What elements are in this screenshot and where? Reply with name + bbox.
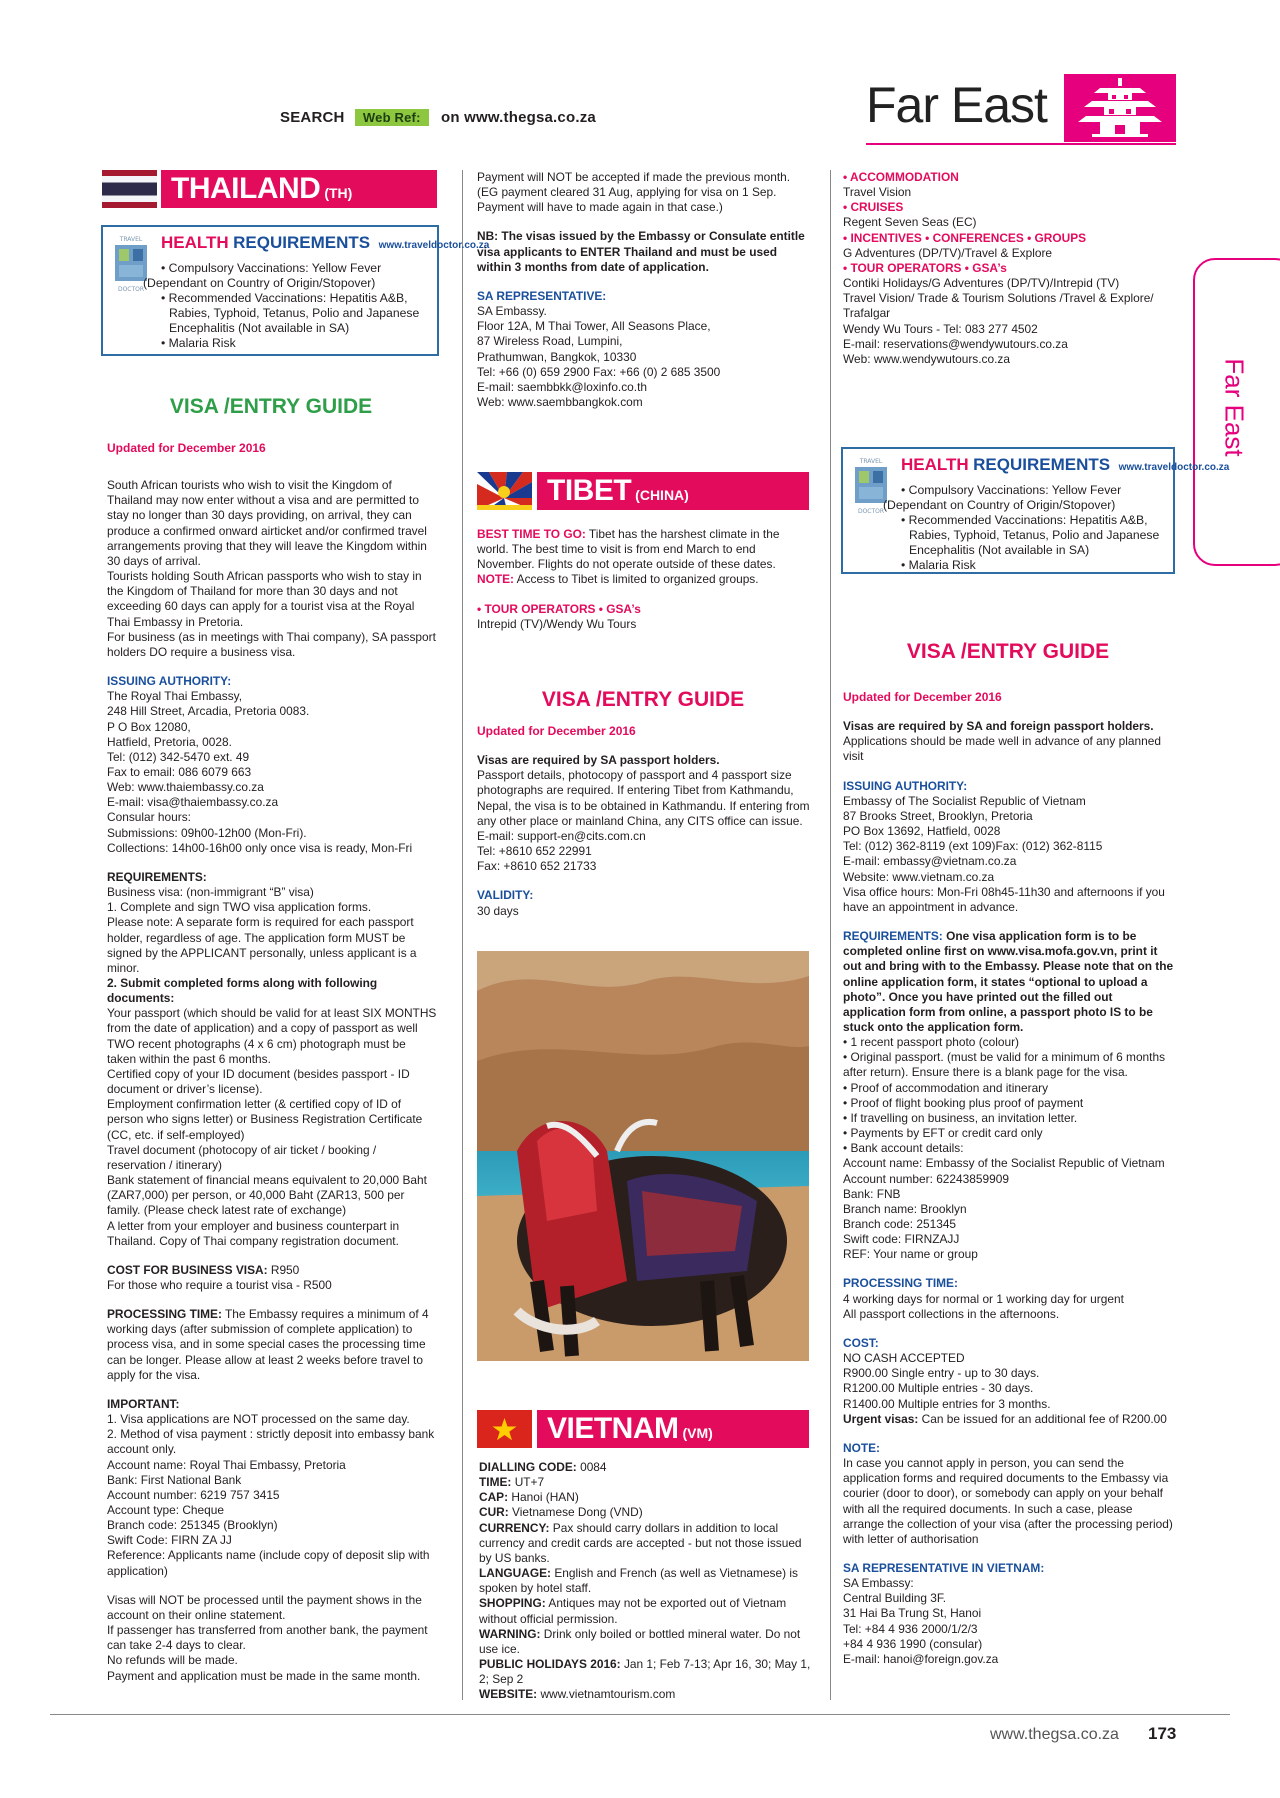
thailand-flag-icon — [102, 170, 157, 208]
processing-heading: PROCESSING TIME: — [843, 1276, 958, 1291]
payment-line: No refunds will be made. — [107, 1653, 238, 1668]
important-line: Account name: Royal Thai Embassy, Pretoria — [107, 1457, 346, 1472]
cost-line: R1400.00 Multiple entries for 3 months. — [843, 1396, 1051, 1411]
fact-label: WEBSITE: — [479, 1687, 538, 1702]
requirement-line: Employment confirmation letter (& certified copy of ID of person who signs letter) or Business Registration Certificate (CC, etc. if self-employed) — [107, 1097, 423, 1142]
health-line: • Malaria Risk — [161, 336, 236, 350]
service-heading: • TOUR OPERATORS • GSA’s — [843, 260, 1007, 275]
note-heading: NOTE: — [843, 1440, 880, 1455]
vietnam-banner — [537, 1410, 809, 1448]
side-tab-label: Far East — [1219, 358, 1250, 457]
requirement-line: • Proof of flight booking plus proof of payment — [843, 1095, 1084, 1110]
requirement-line: Account number: 62243859909 — [843, 1171, 1009, 1186]
tibet-info-section — [477, 527, 811, 632]
requirements-bold: One visa application form is to be completed online first on www.visa.mofa.gov.vn, print it out and bring with to the Embassy. Please note that on the online application form, it states “optional to upload a photo”. Once you have printed out the filled out application form from online, a passport photo IS to be stuck onto the application form. — [843, 929, 1174, 1034]
search-label: SEARCH — [280, 109, 345, 126]
visa-line: Tel: +8610 652 22991 — [477, 844, 592, 859]
vietnam-visa-section — [843, 690, 1176, 1667]
health-title-b: REQUIREMENTS — [973, 455, 1111, 474]
fact-line — [479, 1505, 813, 1520]
page-number: 173 — [1148, 1724, 1177, 1743]
processing-text: The Embassy requires a minimum of 4 working days (after submission of complete application) to process visa, and in some special cases the processing time can be longer. Please allow at least 2 weeks before travel to apply for the visa. — [107, 1307, 429, 1382]
fact-line — [479, 1566, 813, 1596]
fact-value: Vietnamese Dong (VND) — [512, 1505, 643, 1520]
requirement-line: • Payments by EFT or credit card only — [843, 1126, 1043, 1141]
issuing-heading: ISSUING AUTHORITY: — [107, 674, 232, 689]
cost-line: R900.00 Single entry - up to 30 days. — [843, 1366, 1040, 1381]
health-requirements-box — [101, 225, 490, 356]
issuing-line: Fax to email: 086 6079 663 — [107, 764, 252, 779]
important-line: Account type: Cheque — [107, 1503, 225, 1517]
important-heading: IMPORTANT: — [107, 1396, 180, 1411]
health-line: • Recommended Vaccinations: Hepatitis A&B, — [901, 513, 1148, 527]
note-text: In case you cannot apply in person, you can send the application forms and required documents to the Embassy via courier (door to door), or somebody can apply on your behalf with all the required documents. In such a case, please arrange the collection of your visa (after the processing period) with letter of authorisation — [843, 1456, 1173, 1546]
site-url-text[interactable]: on www.thegsa.co.za — [441, 109, 596, 126]
country-name: THAILAND — [171, 172, 321, 205]
requirement-line: 1. Complete and sign TWO visa application forms. — [107, 900, 372, 915]
column-divider-2 — [830, 170, 831, 1700]
sa-rep-line: 87 Wireless Road, Lumpini, — [477, 334, 623, 349]
issuing-line: Submissions: 09h00-12h00 (Mon-Fri). — [107, 825, 307, 840]
fact-label: PUBLIC HOLIDAYS 2016: — [479, 1657, 621, 1672]
tibet-yak-photo — [477, 951, 809, 1361]
updated-note: Updated for December 2016 — [843, 690, 1002, 704]
issuing-line: The Royal Thai Embassy, — [107, 689, 243, 704]
requirement-line: Please note: A separate form is required for each passport holder, regardless of age. The application form MUST be signed by the APPLICANT personally, unless applicant is a minor. — [107, 915, 417, 975]
cost-line: R1200.00 Multiple entries - 30 days. — [843, 1381, 1034, 1396]
fact-value: Pax should carry dollars in addition to local currency and credit cards are accepted - but not those issued by US banks. — [479, 1520, 802, 1565]
urgent-line — [843, 1412, 1176, 1427]
requirement-line: Account name: Embassy of the Socialist Republic of Vietnam — [843, 1156, 1165, 1171]
sa-rep-line: 31 Hai Ba Trung St, Hanoi — [843, 1606, 982, 1621]
sa-rep-line: SA Embassy: — [843, 1576, 914, 1591]
vietnam-facts — [479, 1460, 813, 1703]
best-time-label: BEST TIME TO GO: — [477, 527, 586, 541]
processing-heading: PROCESSING TIME: — [107, 1307, 222, 1322]
health-line: Rabies, Typhoid, Tetanus, Polio and Japanese — [909, 528, 1160, 542]
fact-line — [479, 1687, 813, 1702]
service-line: Travel Vision — [843, 185, 912, 200]
visa-line: Fax: +8610 652 21733 — [477, 859, 597, 874]
cost-heading: COST: — [843, 1335, 879, 1350]
service-line: Regent Seven Seas (EC) — [843, 215, 977, 230]
sa-rep-line: Tel: +84 4 936 2000/1/2/3 — [843, 1621, 978, 1636]
tibet-visa-section — [477, 724, 811, 919]
fact-label: DIALLING CODE: — [479, 1460, 577, 1474]
country-name: TIBET — [547, 474, 632, 507]
urgent-text: Can be issued for an additional fee of R200.00 — [921, 1411, 1167, 1426]
requirement-bold-line: 2. Submit completed forms along with following documents: — [107, 976, 378, 1006]
cost-line: NO CASH ACCEPTED — [843, 1351, 965, 1366]
intro-paragraph: For business (as in meetings with Thai company), SA passport holders DO require a business visa. — [107, 629, 436, 659]
service-line: Travel Vision/ Trade & Tourism Solutions /Travel & Explore/ Trafalgar — [843, 291, 1154, 321]
processing-paragraph — [107, 1307, 437, 1383]
issuing-line: PO Box 13692, Hatfield, 0028 — [843, 824, 1001, 839]
urgent-label: Urgent visas: — [843, 1411, 919, 1426]
footer-rule — [50, 1714, 1230, 1715]
issuing-line: 248 Hill Street, Arcadia, Pretoria 0083. — [107, 704, 310, 719]
requirement-line: TWO recent photographs (4 x 6 cm) photograph must be taken within the past 6 months. — [107, 1036, 406, 1066]
fact-label: TIME: — [479, 1475, 512, 1490]
fact-value: Jan 1; Feb 7-13; Apr 16, 30; May 1, 2; Sep 2 — [479, 1657, 811, 1687]
thailand-banner — [161, 170, 437, 208]
fact-label: CURRENCY: — [479, 1520, 550, 1535]
service-heading: • INCENTIVES • CONFERENCES • GROUPS — [843, 230, 1087, 245]
best-time-paragraph — [477, 527, 811, 572]
thailand-visa-title: VISA /ENTRY GUIDE — [169, 395, 373, 418]
health-line: • Recommended Vaccinations: Hepatitis A&B, — [161, 291, 408, 305]
country-code: (TH) — [324, 185, 353, 201]
issuing-line[interactable]: Web: www.thaiembassy.co.za — [107, 780, 264, 795]
sa-rep-line: Floor 12A, M Thai Tower, All Seasons Place, — [477, 319, 711, 334]
issuing-line: Consular hours: — [107, 810, 191, 825]
requirement-line: • Original passport. (must be valid for a minimum of 6 months after return). Ensure there is a blank page for the visa. — [843, 1050, 1166, 1080]
issuing-line: Embassy of The Socialist Republic of Vietnam — [843, 793, 1086, 808]
health-line: • Compulsory Vaccinations: Yellow Fever — [901, 483, 1122, 497]
fact-value: UT+7 — [514, 1475, 545, 1490]
issuing-line: Hatfield, Pretoria, 0028. — [107, 734, 232, 749]
requirement-line: • Bank account details: — [843, 1141, 964, 1156]
footer-url[interactable]: www.thegsa.co.za — [990, 1726, 1119, 1743]
service-line[interactable]: E-mail: reservations@wendywutours.co.za — [843, 336, 1068, 351]
payment-continued: Payment will NOT be accepted if made the previous month. (EG payment cleared 31 Aug, applying for visa on 1 Sep. Payment will have to made again in that case.) — [477, 170, 791, 215]
visa-required-line: Visas are required by SA and foreign passport holders. — [843, 719, 1154, 734]
web-ref-badge: Web Ref: — [355, 109, 429, 126]
health-lines — [883, 483, 1160, 573]
vietnam-visa-title: VISA /ENTRY GUIDE — [906, 640, 1110, 663]
updated-note: Updated for December 2016 — [107, 441, 266, 455]
visa-text: Applications should be made well in advance of any planned visit — [843, 734, 1161, 764]
fact-label: SHOPPING: — [479, 1596, 546, 1611]
requirement-line: Branch name: Brooklyn — [843, 1201, 967, 1216]
health-line: Encephalitis (Not available in SA) — [169, 321, 350, 335]
pagoda-icon — [1064, 74, 1176, 142]
requirement-line: Certified copy of your ID document (besides passport - ID document or driver’s license). — [107, 1066, 410, 1097]
vietnam-services — [843, 170, 1173, 367]
sa-rep-line: +84 4 936 1990 (consular) — [843, 1636, 983, 1651]
service-line: G Adventures (DP/TV)/Travel & Explore — [843, 245, 1053, 260]
issuing-line: Collections: 14h00-16h00 only once visa is ready, Mon-Fri — [107, 840, 413, 855]
health-title-a: HEALTH — [901, 455, 969, 474]
requirement-line: • If travelling on business, an invitation letter. — [843, 1110, 1078, 1125]
service-line[interactable]: Web: www.wendywutours.co.za — [843, 351, 1010, 366]
processing-line: 4 working days for normal or 1 working day for urgent — [843, 1291, 1124, 1306]
validity-heading: VALIDITY: — [477, 888, 534, 903]
sa-rep-line: Prathumwan, Bangkok, 10330 — [477, 349, 637, 364]
country-name: VIETNAM — [547, 1412, 679, 1445]
payment-line: Payment and application must be made in the same month. — [107, 1668, 421, 1683]
intro-paragraph: Tourists holding South African passports who wish to stay in the Kingdom of Thailand for more than 30 days and not exceeding 60 days can apply for a tourist visa at the Royal Thai Embassy in Pretoria. — [107, 569, 422, 629]
issuing-line: P O Box 12080, — [107, 719, 191, 734]
cost-heading: COST FOR BUSINESS VISA: — [107, 1262, 268, 1277]
fact-line — [479, 1596, 813, 1626]
sa-rep-line: Central Building 3F. — [843, 1591, 947, 1606]
tour-operators-heading: • TOUR OPERATORS • GSA’s — [477, 601, 641, 616]
sa-rep-line[interactable]: E-mail: hanoi@foreign.gov.za — [843, 1651, 999, 1666]
payment-line: Visas will NOT be processed until the payment shows in the account on their online statement. — [107, 1592, 422, 1622]
tour-operators-text: Intrepid (TV)/Wendy Wu Tours — [477, 616, 637, 631]
search-web-ref-line — [280, 109, 596, 126]
sa-rep-line: Tel: +66 (0) 659 2900 Fax: +66 (0) 2 685 3500 — [477, 364, 721, 379]
fact-value: English and French (as well as Vietnamese) is spoken by hotel staff. — [479, 1566, 798, 1596]
fact-value: Antiques may not be exported out of Vietnam without official permission. — [479, 1596, 787, 1626]
service-heading: • ACCOMMODATION — [843, 170, 959, 184]
payment-line: If passenger has transferred from another bank, the payment can take 2-4 days to clear. — [107, 1623, 428, 1653]
health-line: • Malaria Risk — [901, 558, 976, 572]
issuing-heading: ISSUING AUTHORITY: — [843, 778, 968, 793]
requirement-line: A letter from your employer and business counterpart in Thailand. Copy of Thai company registration document. — [107, 1218, 400, 1248]
cost-note: For those who require a tourist visa - R500 — [107, 1277, 332, 1292]
important-line: Branch code: 251345 (Brooklyn) — [107, 1518, 278, 1533]
sa-rep-line[interactable]: E-mail: saembbkk@loxinfo.co.th — [477, 379, 648, 394]
processing-line: All passport collections in the afternoons. — [843, 1306, 1060, 1321]
fact-line — [479, 1521, 813, 1566]
requirements-heading: REQUIREMENTS: — [843, 929, 943, 944]
svg-text:DOCTOR: DOCTOR — [857, 508, 885, 515]
note-paragraph — [477, 572, 811, 587]
issuing-line: 87 Brooks Street, Brooklyn, Pretoria — [843, 808, 1033, 823]
cost-line — [107, 1263, 437, 1278]
country-code: (VM) — [682, 1425, 713, 1441]
tibet-banner — [537, 472, 809, 510]
region-title: Far East — [866, 77, 1047, 133]
health-line: • Compulsory Vaccinations: Yellow Fever — [161, 261, 382, 275]
service-line: Wendy Wu Tours - Tel: 083 277 4502 — [843, 321, 1038, 336]
important-line: 2. Method of visa payment : strictly deposit into embassy bank account only. — [107, 1427, 435, 1457]
country-code: (CHINA) — [635, 487, 689, 503]
important-line: Bank: First National Bank — [107, 1472, 242, 1487]
thailand-continued-section — [477, 170, 809, 410]
fact-value[interactable]: www.vietnamtourism.com — [540, 1687, 676, 1702]
issuing-line: Tel: (012) 342-5470 ext. 49 — [107, 749, 250, 764]
health-line: Encephalitis (Not available in SA) — [909, 543, 1090, 557]
requirement-line: • Proof of accommodation and itinerary — [843, 1080, 1049, 1095]
health-requirements-box — [841, 447, 1230, 574]
fact-label: LANGUAGE: — [479, 1566, 551, 1581]
svg-text:TRAVEL: TRAVEL — [859, 458, 883, 465]
cost-value: R950 — [270, 1262, 300, 1277]
vietnam-flag-icon — [477, 1410, 532, 1448]
issuing-line: Tel: (012) 362-8119 (ext 109)Fax: (012) 362-8115 — [843, 839, 1103, 854]
fact-line — [479, 1475, 813, 1490]
visa-required-line: Visas are required by SA passport holders. — [477, 753, 720, 768]
important-line: Reference: Applicants name (include copy of deposit slip with application) — [107, 1548, 430, 1578]
validity-text: 30 days — [477, 903, 519, 918]
visa-line: Passport details, photocopy of passport and 4 passport size photographs are required. If entering Tibet from Kathmandu, Nepal, the visa is to be obtained in Kathmandu. If entering from any other place or mainland China, any CITS office can issue. — [477, 768, 810, 828]
requirement-line: Branch code: 251345 — [843, 1217, 957, 1231]
requirements-heading: REQUIREMENTS: — [107, 869, 207, 884]
fact-label: CAP: — [479, 1490, 509, 1505]
sa-rep-line: SA Embassy. — [477, 304, 547, 319]
fact-line — [479, 1490, 813, 1505]
thailand-visa-section — [107, 441, 437, 1684]
best-time-text: Tibet has the harshest climate in the world. The best time to visit is from end March to end November. Flights do not operate outside of these dates. — [477, 527, 780, 572]
fact-label: WARNING: — [479, 1626, 541, 1641]
svg-text:DOCTOR: DOCTOR — [117, 286, 145, 293]
health-site-link[interactable]: www.traveldoctor.co.za — [1118, 462, 1230, 473]
health-title-b: REQUIREMENTS — [233, 233, 371, 252]
important-line: Swift Code: FIRN ZA JJ — [107, 1533, 232, 1548]
tibet-visa-title: VISA /ENTRY GUIDE — [541, 688, 745, 711]
health-line: (Dependant on Country of Origin/Stopover) — [143, 276, 376, 290]
fact-line — [479, 1460, 813, 1475]
health-line: (Dependant on Country of Origin/Stopover) — [883, 498, 1116, 512]
requirement-line: Bank: FNB — [843, 1186, 901, 1201]
service-heading: • CRUISES — [843, 200, 904, 215]
intro-paragraph: South African tourists who wish to visit the Kingdom of Thailand may now enter without a visa and are permitted to stay no longer than 30 days providing, on arrival, they can produce a confirmed onward airticket and/or confirmed travel arrangements proving that they will leave the Kingdom within 30 days of arrival. — [107, 478, 427, 568]
column-divider-1 — [462, 170, 463, 1700]
requirement-line: Travel document (photocopy of air ticket / booking / reservation / itinerary) — [107, 1142, 377, 1172]
svg-text:TRAVEL: TRAVEL — [119, 236, 143, 243]
health-title — [161, 233, 489, 253]
requirement-line: Bank statement of financial means equivalent to 20,000 Baht (ZAR7,000) per person, or 40,000 Baht (ZAR13, 500 per family. (Please check latest rate of exchange) — [107, 1173, 427, 1218]
fact-value: Drink only boiled or bottled mineral water. Do not use ice. — [479, 1626, 801, 1656]
fact-line — [479, 1657, 813, 1687]
issuing-line[interactable]: E-mail: visa@thaiembassy.co.za — [107, 795, 279, 810]
sa-rep-line[interactable]: Web: www.saembbangkok.com — [477, 395, 643, 410]
fact-value: 0084 — [580, 1460, 607, 1474]
health-lines — [143, 261, 420, 351]
requirement-line: Swift code: FIRNZAJJ — [843, 1232, 960, 1247]
health-title — [901, 455, 1229, 475]
fact-value: Hanoi (HAN) — [511, 1490, 579, 1505]
issuing-line: Visa office hours: Mon-Fri 08h45-11h30 and afternoons if you have an appointment in advance. — [843, 884, 1165, 914]
requirements-paragraph — [843, 929, 1176, 1035]
requirement-line: Business visa: (non-immigrant “B” visa) — [107, 885, 314, 900]
fact-line — [479, 1627, 813, 1657]
note-text: Access to Tibet is limited to organized groups. — [516, 572, 759, 587]
health-site-link[interactable]: www.traveldoctor.co.za — [378, 240, 490, 251]
visa-line[interactable]: E-mail: support-en@cits.com.cn — [477, 828, 646, 843]
issuing-line[interactable]: E-mail: embassy@vietnam.co.za — [843, 854, 1017, 869]
health-line: Rabies, Typhoid, Tetanus, Polio and Japanese — [169, 306, 420, 320]
issuing-line[interactable]: Website: www.vietnam.co.za — [843, 869, 995, 884]
updated-note: Updated for December 2016 — [477, 724, 636, 738]
fact-label: CUR: — [479, 1505, 509, 1520]
service-line: Contiki Holidays/G Adventures (DP/TV)/Intrepid (TV) — [843, 276, 1120, 291]
note-label: NOTE: — [477, 572, 514, 587]
requirement-line: • 1 recent passport photo (colour) — [843, 1035, 1020, 1050]
requirement-line: REF: Your name or group — [843, 1247, 978, 1262]
important-line: Account number: 6219 757 3415 — [107, 1487, 280, 1502]
sa-rep-heading: SA REPRESENTATIVE: — [477, 288, 607, 303]
requirement-line: Your passport (which should be valid for at least SIX MONTHS from the date of application) and a copy of passport as well — [107, 1006, 437, 1036]
nb-paragraph: NB: The visas issued by the Embassy or Consulate entitle visa applicants to ENTER Thailand and must be used within 3 months from date of application. — [477, 229, 805, 274]
important-line: 1. Visa applications are NOT processed on the same day. — [107, 1412, 410, 1427]
health-title-a: HEALTH — [161, 233, 229, 252]
sa-rep-heading: SA REPRESENTATIVE IN VIETNAM: — [843, 1560, 1045, 1575]
tibet-flag-icon — [477, 472, 532, 510]
header-rule — [866, 143, 1176, 145]
